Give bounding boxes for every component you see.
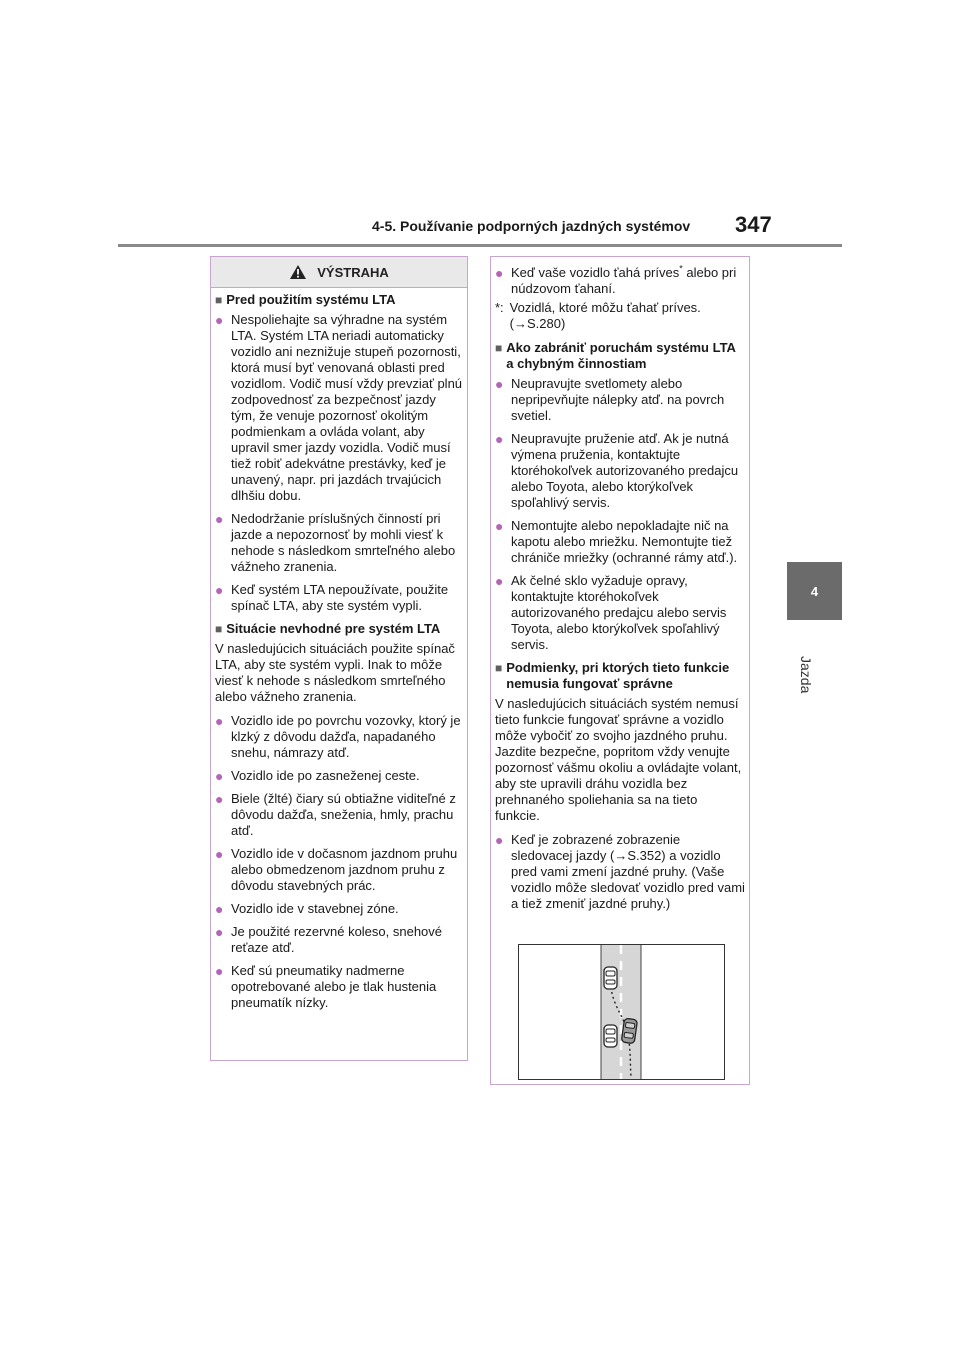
bullet-icon: ● [215, 582, 224, 598]
list-item: ● Nemontujte alebo nepokladajte nič na kapotu alebo mriežku. Nemontujte tiež chrániče mriežky (ochranné rámy atď.). [495, 518, 738, 565]
warning-content-continued [491, 257, 749, 912]
bullet-icon: ● [215, 846, 224, 862]
page-number: 347 [735, 212, 772, 237]
bullet-icon: ● [495, 832, 504, 848]
section-heading: ■ Situácie nevhodné pre systém LTA [215, 621, 441, 636]
list-item: ● Je použité rezervné koleso, snehové reťaze atď. [215, 924, 443, 955]
other-vehicle-icon [604, 1025, 617, 1047]
bullet-icon: ● [495, 265, 504, 281]
road-diagram [519, 945, 724, 1079]
list-item: ● Vozidlo ide v stavebnej zóne. [215, 901, 399, 917]
header-rule [118, 244, 842, 247]
warning-content [211, 288, 467, 1011]
bullet-icon: ● [215, 511, 224, 527]
warning-header [211, 257, 467, 288]
section-intro: V nasledujúcich situáciách použite spínač LTA, aby ste systém vypli. Inak to môže viesť k nehode s následkom smrteľného alebo vážneho zranenia. [215, 641, 455, 704]
list-item: ● Nedodržanie príslušných činností pri jazde a nepozornosť by mohli viesť k nehode s následkom smrteľného alebo vážneho zranenia. [215, 511, 456, 574]
lane-change-illustration [518, 944, 725, 1080]
bullet-icon: ● [215, 312, 224, 328]
list-item: ● Keď je zobrazené zobrazenie sledovacej jazdy (→S.352) a vozidlo pred vami zmení jazdné pruhy. (Vaše vozidlo môže sledovať vozidlo pred vami a tiež zmeniť jazdné pruhy.) [495, 832, 745, 911]
bullet-icon: ● [215, 901, 224, 917]
section-heading: ■ Pred použitím systému LTA [215, 292, 396, 307]
list-item: ● Nespoliehajte sa výhradne na systém LTA. Systém LTA neriadi automaticky vozidlo ani neznižuje stupeň pozornosti, ktorá musí byť venovaná oblasti pred vozidlom. Vodič musí vždy prevziať plnú zodpovednosť za bezpečnosť jazdy tým, že venuje pozornosť okolitým podmienkam a ovláda volant, aby upravil smer jazdy vozidla. Vodič musí tiež robiť adekvátne prestávky, keď je unavený, napr. pri jazdách trvajúcich dlhšiu dobu. [215, 312, 463, 503]
footnote-marker: *: [495, 300, 504, 315]
footnote-text: Vozidlá, ktoré môžu ťahať príves. (→S.280) [509, 300, 701, 331]
bullet-icon: ● [495, 518, 504, 534]
list-item: ● Keď vaše vozidlo ťahá príves* alebo pri núdzovom ťahaní. [495, 263, 737, 296]
warning-heading: VÝSTRAHA [317, 264, 389, 280]
list-item: ● Keď sú pneumatiky nadmerne opotrebované alebo je tlak hustenia pneumatík nízky. [215, 963, 437, 1010]
lead-vehicle-icon [604, 967, 617, 989]
list-item: ● Keď systém LTA nepoužívate, použite spínač LTA, aby ste systém vypli. [215, 582, 449, 613]
bullet-icon: ● [495, 431, 504, 447]
section-intro: V nasledujúcich situáciách systém nemusí tieto funkcie fungovať správne a vozidlo môže vybočiť zo svojho jazdného pruhu. Jazdite bezpečne, popritom vždy venujte pozornosť vášmu okoliu a ovládajte volant, aby ste upravili dráhu vozidla bez prehnaného spoliehania sa na tieto funkcie. [495, 696, 742, 823]
section-heading: ■ Podmienky, pri ktorých tieto funkcie nemusia fungovať správne [495, 660, 730, 691]
chapter-tab: 4 [787, 562, 842, 620]
own-vehicle-icon [621, 1018, 637, 1044]
header-section-title: 4-5. Používanie podporných jazdných systémov [372, 218, 691, 234]
list-item: ● Neupravujte pruženie atď. Ak je nutná výmena pruženia, kontaktujte ktoréhokoľvek autorizovaného predajcu alebo Toyota, alebo ktorýkoľvek spoľahlivý servis. [495, 431, 739, 510]
list-item: ● Biele (žlté) čiary sú obtiažne viditeľné z dôvodu dažďa, sneženia, hmly, prachu atď. [215, 791, 456, 838]
warning-box [210, 256, 468, 1061]
warning-triangle-icon [289, 264, 307, 280]
list-item: ● Neupravujte svetlomety alebo nepripevňujte nálepky atď. na povrch svetiel. [495, 376, 725, 423]
bullet-icon: ● [495, 573, 504, 589]
bullet-icon: ● [215, 924, 224, 940]
section-heading: ■ Ako zabrániť poruchám systému LTA a chybným činnostiam [495, 340, 736, 371]
bullet-icon: ● [215, 963, 224, 979]
bullet-icon: ● [215, 768, 224, 784]
footnote [495, 300, 745, 332]
list-item: ● Vozidlo ide v dočasnom jazdnom pruhu alebo obmedzenom jazdnom pruhu z dôvodu stavebných prác. [215, 846, 458, 893]
bullet-icon: ● [495, 376, 504, 392]
warning-box-continued [490, 256, 750, 1085]
list-item: ● Vozidlo ide po zasneženej ceste. [215, 768, 420, 784]
list-item: ● Ak čelné sklo vyžaduje opravy, kontaktujte ktoréhokoľvek autorizovaného predajcu alebo servis Toyota, alebo ktorýkoľvek spoľahlivý servis. [495, 573, 727, 652]
bullet-icon: ● [215, 791, 224, 807]
chapter-tab-label: Jazda [798, 656, 814, 694]
bullet-icon: ● [215, 713, 224, 729]
list-item: ● Vozidlo ide po povrchu vozovky, ktorý je klzký z dôvodu dažďa, napadaného snehu, námrazy atď. [215, 713, 461, 760]
